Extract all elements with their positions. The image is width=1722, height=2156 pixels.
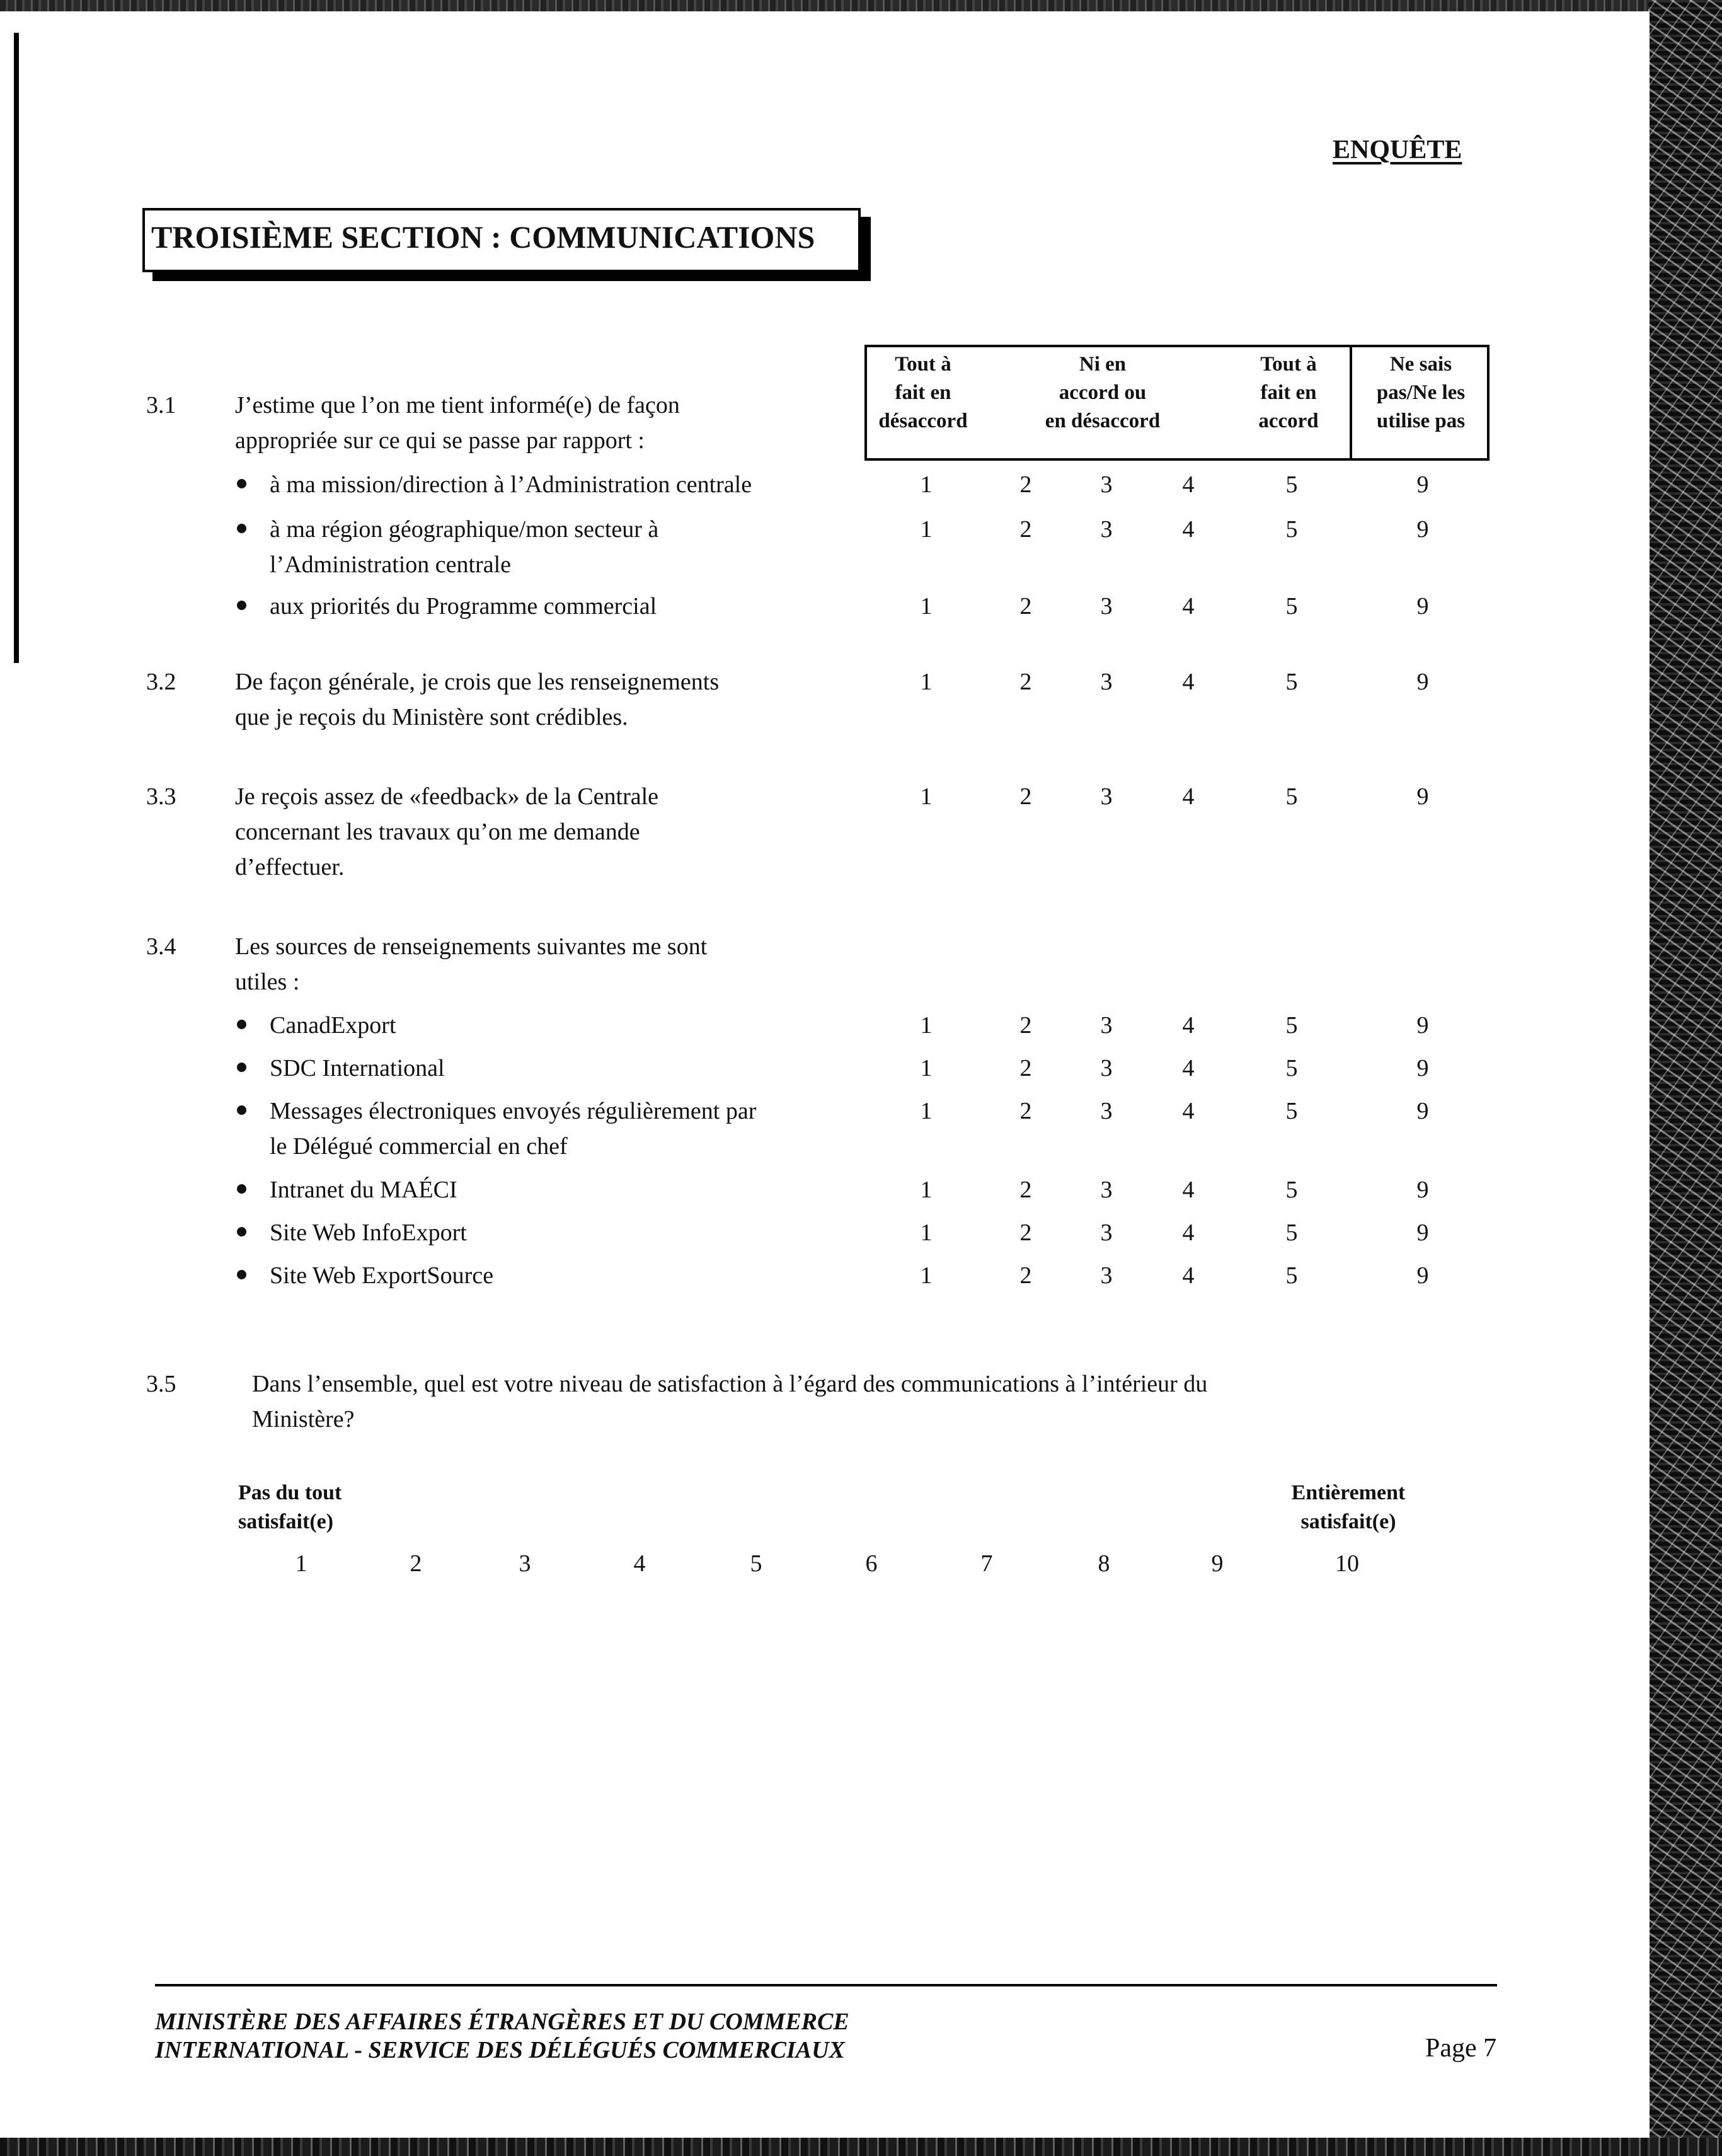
scale-option[interactable]: 2	[1019, 1177, 1032, 1203]
question-number: 3.2	[146, 669, 176, 695]
bullet-icon	[237, 1105, 246, 1115]
bullet-icon	[237, 1270, 246, 1279]
question-text-line: Les sources de renseignements suivantes me sont	[235, 933, 708, 960]
scale-option[interactable]: 4	[1182, 516, 1195, 543]
question-item	[270, 1172, 457, 1208]
scale-option[interactable]: 1	[920, 783, 933, 810]
question-text-line: Je reçois assez de «feedback» de la Centrale	[235, 783, 659, 810]
question-text-line: d’effectuer.	[235, 854, 345, 880]
question-text-line: utiles :	[235, 969, 300, 995]
satisfaction-option[interactable]: 10	[1335, 1550, 1359, 1577]
scale-option[interactable]: 4	[1182, 1055, 1195, 1081]
scale-option[interactable]: 3	[1100, 1098, 1113, 1124]
bullet-icon	[237, 479, 246, 488]
scale-option[interactable]: 5	[1285, 516, 1298, 543]
scale-option[interactable]: 3	[1100, 516, 1113, 543]
question-text-line: Dans l’ensemble, quel est votre niveau de satisfaction à l’égard des communications à l’intérieur du	[252, 1371, 1208, 1397]
scale-option[interactable]: 5	[1285, 1098, 1298, 1124]
scale-option[interactable]: 1	[920, 1098, 933, 1124]
bullet-icon	[237, 1227, 246, 1237]
satisfaction-high-label	[1276, 1479, 1421, 1536]
scale-option[interactable]: 9	[1416, 1262, 1429, 1289]
scale-label-line: Pas du tout	[238, 1481, 342, 1504]
question-text-line: que je reçois du Ministère sont crédibles.	[235, 704, 628, 730]
scale-option[interactable]: 1	[920, 471, 933, 498]
bullet-icon	[237, 1063, 246, 1072]
satisfaction-option[interactable]: 8	[1098, 1550, 1110, 1577]
scale-option[interactable]: 1	[920, 1219, 933, 1246]
scale-option[interactable]: 1	[920, 1055, 933, 1081]
scale-label-line: satisfait(e)	[1300, 1510, 1396, 1533]
bullet-icon	[237, 601, 246, 610]
question-text	[252, 1366, 1207, 1437]
scale-option[interactable]: 4	[1182, 1177, 1195, 1203]
scale-option[interactable]: 1	[920, 593, 933, 620]
question-item	[270, 1051, 445, 1086]
scale-option[interactable]: 9	[1416, 783, 1429, 810]
scale-header-strongly-agree	[1238, 350, 1339, 435]
satisfaction-option[interactable]: 3	[519, 1550, 531, 1577]
question-text-line: appropriée sur ce qui se passe par rapport :	[235, 427, 645, 454]
scale-option[interactable]: 9	[1416, 1098, 1429, 1124]
scale-option[interactable]: 1	[920, 1262, 933, 1289]
satisfaction-option[interactable]: 6	[865, 1550, 878, 1577]
scale-option[interactable]: 3	[1100, 593, 1113, 620]
scale-header-line: Tout à	[895, 353, 951, 376]
scale-option[interactable]: 2	[1019, 1219, 1032, 1246]
scale-option[interactable]: 5	[1285, 669, 1298, 695]
scale-option[interactable]: 2	[1019, 1098, 1032, 1124]
page-number: Page 7	[1425, 2034, 1497, 2063]
scale-option[interactable]: 1	[920, 669, 933, 695]
scale-option[interactable]: 1	[920, 1012, 933, 1039]
scale-option[interactable]: 1	[920, 1177, 933, 1203]
scale-header-divider	[1350, 345, 1352, 461]
scale-option[interactable]: 9	[1416, 471, 1429, 498]
bullet-icon	[237, 1184, 246, 1194]
scale-option[interactable]: 5	[1285, 1177, 1298, 1203]
scale-option[interactable]: 5	[1285, 1012, 1298, 1039]
question-item-line: Site Web InfoExport	[270, 1219, 467, 1246]
question-item-line: Intranet du MAÉCI	[270, 1177, 457, 1203]
survey-label: ENQUÊTE	[1333, 135, 1462, 164]
question-item	[270, 1093, 756, 1164]
question-item	[270, 1008, 396, 1043]
scale-option[interactable]: 5	[1285, 1055, 1298, 1081]
scale-label-line: Entièrement	[1291, 1481, 1406, 1504]
scale-option[interactable]: 3	[1100, 1012, 1113, 1039]
question-number: 3.4	[146, 933, 176, 960]
question-item	[270, 589, 657, 624]
scale-option[interactable]: 4	[1182, 1098, 1195, 1124]
scale-header-strongly-disagree	[873, 350, 973, 435]
question-text	[235, 929, 707, 1000]
question-text	[235, 664, 719, 735]
question-text-line: J’estime que l’on me tient informé(e) de façon	[235, 392, 680, 418]
scale-header-line: désaccord	[878, 410, 968, 432]
scale-option[interactable]: 2	[1019, 471, 1032, 498]
scale-option[interactable]: 2	[1019, 516, 1032, 543]
scale-option[interactable]: 2	[1019, 1055, 1032, 1081]
scale-option[interactable]: 4	[1182, 783, 1195, 810]
satisfaction-option[interactable]: 9	[1211, 1550, 1224, 1577]
section-title: TROISIÈME SECTION : COMMUNICATIONS	[151, 219, 815, 255]
scale-option[interactable]: 2	[1019, 1262, 1032, 1289]
scale-header-line: Ni en	[1079, 353, 1127, 376]
question-item	[270, 467, 752, 502]
question-item	[270, 1215, 467, 1250]
satisfaction-low-label	[238, 1479, 342, 1536]
scale-option[interactable]: 5	[1285, 1219, 1298, 1246]
scale-header-line: accord ou	[1059, 381, 1147, 404]
scale-option[interactable]: 2	[1019, 1012, 1032, 1039]
scale-option[interactable]: 3	[1100, 669, 1113, 695]
footer-ministry-line-2: INTERNATIONAL - SERVICE DES DÉLÉGUÉS COMMERCIAUX	[155, 2037, 845, 2063]
question-item-line: aux priorités du Programme commercial	[270, 593, 657, 620]
question-item-line: SDC International	[270, 1055, 445, 1081]
scale-label-line: satisfait(e)	[238, 1510, 334, 1533]
question-item-line: Messages électroniques envoyés régulièrement par	[270, 1098, 757, 1124]
scale-header-line: Tout à	[1260, 353, 1317, 376]
scale-option[interactable]: 9	[1416, 1055, 1429, 1081]
question-item-line: à ma mission/direction à l’Administration centrale	[270, 471, 752, 498]
scan-border-bottom	[0, 2138, 1722, 2156]
satisfaction-option[interactable]: 2	[410, 1550, 422, 1577]
scale-option[interactable]: 9	[1416, 1177, 1429, 1203]
scale-header-neutral	[1027, 350, 1178, 435]
scale-option[interactable]: 4	[1182, 669, 1195, 695]
footer-ministry-line-1: MINISTÈRE DES AFFAIRES ÉTRANGÈRES ET DU COMMERCE	[155, 2009, 849, 2035]
scale-option[interactable]: 4	[1182, 593, 1195, 620]
scale-option[interactable]: 2	[1019, 669, 1032, 695]
question-number: 3.5	[146, 1371, 176, 1397]
scale-option[interactable]: 4	[1182, 471, 1195, 498]
scale-option[interactable]: 9	[1416, 593, 1429, 620]
scale-option[interactable]: 3	[1100, 1055, 1113, 1081]
question-number: 3.1	[146, 392, 176, 418]
scale-header-line: en désaccord	[1045, 410, 1161, 432]
scale-option[interactable]: 5	[1285, 471, 1298, 498]
scale-option[interactable]: 9	[1416, 1219, 1429, 1246]
scale-option[interactable]: 4	[1182, 1219, 1195, 1246]
scale-option[interactable]: 5	[1285, 1262, 1298, 1289]
question-number: 3.3	[146, 783, 176, 810]
scale-option[interactable]: 5	[1285, 593, 1298, 620]
scale-option[interactable]: 9	[1416, 1012, 1429, 1039]
question-item	[270, 512, 658, 582]
question-item-line: à ma région géographique/mon secteur à	[270, 516, 659, 543]
scale-option[interactable]: 5	[1285, 783, 1298, 810]
scale-option[interactable]: 9	[1416, 669, 1429, 695]
scale-header-line: accord	[1258, 410, 1319, 432]
scale-header-line: fait en	[1260, 381, 1317, 404]
scale-header-line: utilise pas	[1376, 410, 1466, 432]
question-item-line: l’Administration centrale	[270, 551, 512, 578]
bullet-icon	[237, 1020, 246, 1029]
question-text-line: De façon générale, je crois que les renseignements	[235, 669, 720, 695]
footer-divider	[155, 1984, 1497, 1986]
scale-header-line: pas/Ne les	[1376, 381, 1466, 404]
document-page	[0, 11, 1650, 2140]
scale-option[interactable]: 2	[1019, 783, 1032, 810]
bullet-icon	[237, 524, 246, 533]
question-item	[270, 1258, 493, 1293]
question-item-line: Site Web ExportSource	[270, 1262, 494, 1289]
scale-option[interactable]: 3	[1100, 783, 1113, 810]
satisfaction-option[interactable]: 5	[750, 1550, 762, 1577]
satisfaction-option[interactable]: 7	[980, 1550, 993, 1577]
question-item-line: CanadExport	[270, 1012, 396, 1039]
scale-option[interactable]: 2	[1019, 593, 1032, 620]
scale-option[interactable]: 4	[1182, 1012, 1195, 1039]
question-text-line: concernant les travaux qu’on me demande	[235, 819, 640, 845]
scan-border-right	[1648, 0, 1722, 2156]
question-text-line: Ministère?	[252, 1406, 355, 1433]
question-item-line: le Délégué commercial en chef	[270, 1133, 568, 1160]
scan-left-edge-line	[14, 33, 19, 663]
scale-option[interactable]: 3	[1100, 471, 1113, 498]
scale-option[interactable]: 3	[1100, 1219, 1113, 1246]
question-text	[235, 779, 658, 885]
scale-header-line: fait en	[895, 381, 951, 404]
scale-header-dont-know	[1355, 350, 1487, 435]
question-text	[235, 388, 680, 458]
scale-option[interactable]: 4	[1182, 1262, 1195, 1289]
scale-header-line: Ne sais	[1389, 353, 1452, 376]
satisfaction-option[interactable]: 4	[633, 1550, 646, 1577]
satisfaction-option[interactable]: 1	[295, 1550, 307, 1577]
scale-option[interactable]: 1	[920, 516, 933, 543]
scale-option[interactable]: 3	[1100, 1177, 1113, 1203]
scale-option[interactable]: 9	[1416, 516, 1429, 543]
scale-option[interactable]: 3	[1100, 1262, 1113, 1289]
